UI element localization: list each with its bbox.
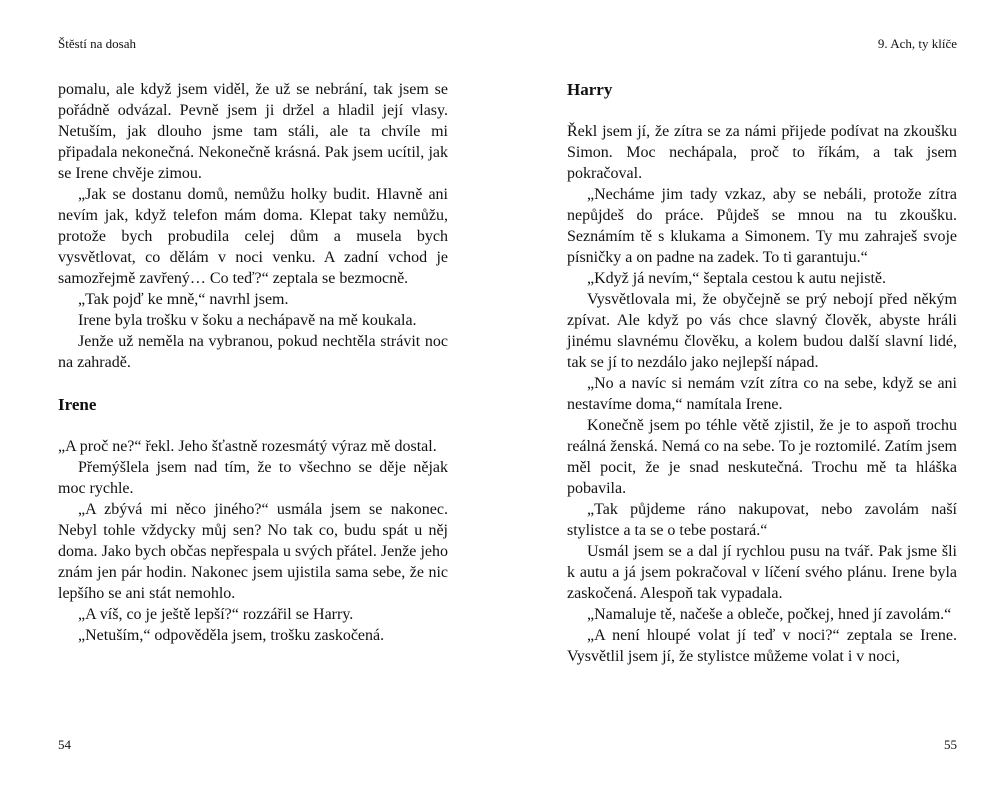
paragraph: pomalu, ale když jsem viděl, že už se nebrání, tak jsem se pořádně odvázal. Pevně jsem ji držel a hladil její vlasy. Netuším, jak dlouho jsme tam stáli, ale ta chvíle mi připadala nekonečná. Nekonečně krásná. Pak jsem ucítil, jak se Irene chvěje zimou. xyxy=(58,81,448,182)
paragraph: Vysvětlovala mi, že obyčejně se prý nebojí před někým zpívat. Ale když po vás chce slavný člověk, abyste hráli jinému slavnému člověku, a kolem budou další slavní lidé, tak se jí to nezdálo jako nejlepší nápad. xyxy=(567,291,957,371)
running-head-left: Štěstí na dosah xyxy=(58,36,136,51)
paragraph: „A zbývá mi něco jiného?“ usmála jsem se nakonec. Nebyl tohle vždycky můj sen? No tak co, budu spát u něj doma. Jako bych občas nepřespala u svých přátel. Jenže jeho znám jen pár hodin. Nakonec jsem ujistila sama sebe, že nic lepšího se ani stát nemohlo. xyxy=(58,501,448,602)
right-page-body xyxy=(567,79,957,667)
paragraph: „A víš, co je ještě lepší?“ rozzářil se Harry. xyxy=(78,606,354,623)
paragraph: Usmál jsem se a dal jí rychlou pusu na tvář. Pak jsme šli k autu a já jsem pokračoval v líčení svého plánu. Irene byla zaskočená. Alespoň tak vypadala. xyxy=(567,543,957,602)
page-number-right: 55 xyxy=(944,737,957,752)
left-page-body xyxy=(58,79,448,646)
page-number-left: 54 xyxy=(58,737,71,752)
paragraph: Irene byla trošku v šoku a nechápavě na mě koukala. xyxy=(78,312,417,329)
paragraph: Řekl jsem jí, že zítra se za námi přijede podívat na zkoušku Simon. Moc nechápala, proč to říkám, a tak jsem pokračoval. xyxy=(567,123,957,182)
paragraph: Konečně jsem po téhle větě zjistil, že je to aspoň trochu reálná ženská. Nemá co na sebe. To je roztomilé. Zatím jsem měl pocit, že je snad neskutečná. Trochu mě ta hláška pobavila. xyxy=(567,417,957,497)
section-heading-harry: Harry xyxy=(567,80,613,99)
paragraph: „Namaluje tě, načeše a obleče, počkej, hned jí zavolám.“ xyxy=(587,606,952,623)
paragraph: „A proč ne?“ řekl. Jeho šťastně rozesmátý výraz mě dostal. xyxy=(58,438,437,455)
paragraph: Přemýšlela jsem nad tím, že to všechno se děje nějak moc rychle. xyxy=(58,459,448,497)
paragraph: „A není hloupé volat jí teď v noci?“ zeptala se Irene. Vysvětlil jsem jí, že stylistce můžeme volat i v noci, xyxy=(567,627,957,665)
paragraph: „Tak pojď ke mně,“ navrhl jsem. xyxy=(78,291,289,308)
paragraph: Jenže už neměla na vybranou, pokud nechtěla strávit noc na zahradě. xyxy=(58,333,448,371)
paragraph: „Netuším,“ odpověděla jsem, trošku zaskočená. xyxy=(78,627,385,644)
paragraph: „No a navíc si nemám vzít zítra co na sebe, když se ani nestavíme doma,“ namítala Irene. xyxy=(567,375,957,413)
right-page xyxy=(567,0,957,800)
section-heading-irene: Irene xyxy=(58,395,97,414)
paragraph: „Tak půjdeme ráno nakupovat, nebo zavolám naší stylistce a ta se o tebe postará.“ xyxy=(567,501,957,539)
paragraph: „Když já nevím,“ šeptala cestou k autu nejistě. xyxy=(587,270,887,287)
running-head-right: 9. Ach, ty klíče xyxy=(877,36,957,51)
left-page xyxy=(58,0,448,800)
paragraph: „Jak se dostanu domů, nemůžu holky budit. Hlavně ani nevím jak, když telefon mám doma. Klepat taky nemůžu, protože bych probudila celej dům a musela bych vysvětlovat, co dělám v noci venku. A zadní vchod je samozřejmě zavřený… Co teď?“ zeptala se bezmocně. xyxy=(58,186,448,287)
paragraph: „Necháme jim tady vzkaz, aby se nebáli, protože zítra nepůjdeš do práce. Půjdeš se mnou na tu zkoušku. Seznámím tě s klukama a Simonem. Ty mu zahraješ svoje písničky a on padne na zadek. To ti garantuju.“ xyxy=(567,186,957,266)
